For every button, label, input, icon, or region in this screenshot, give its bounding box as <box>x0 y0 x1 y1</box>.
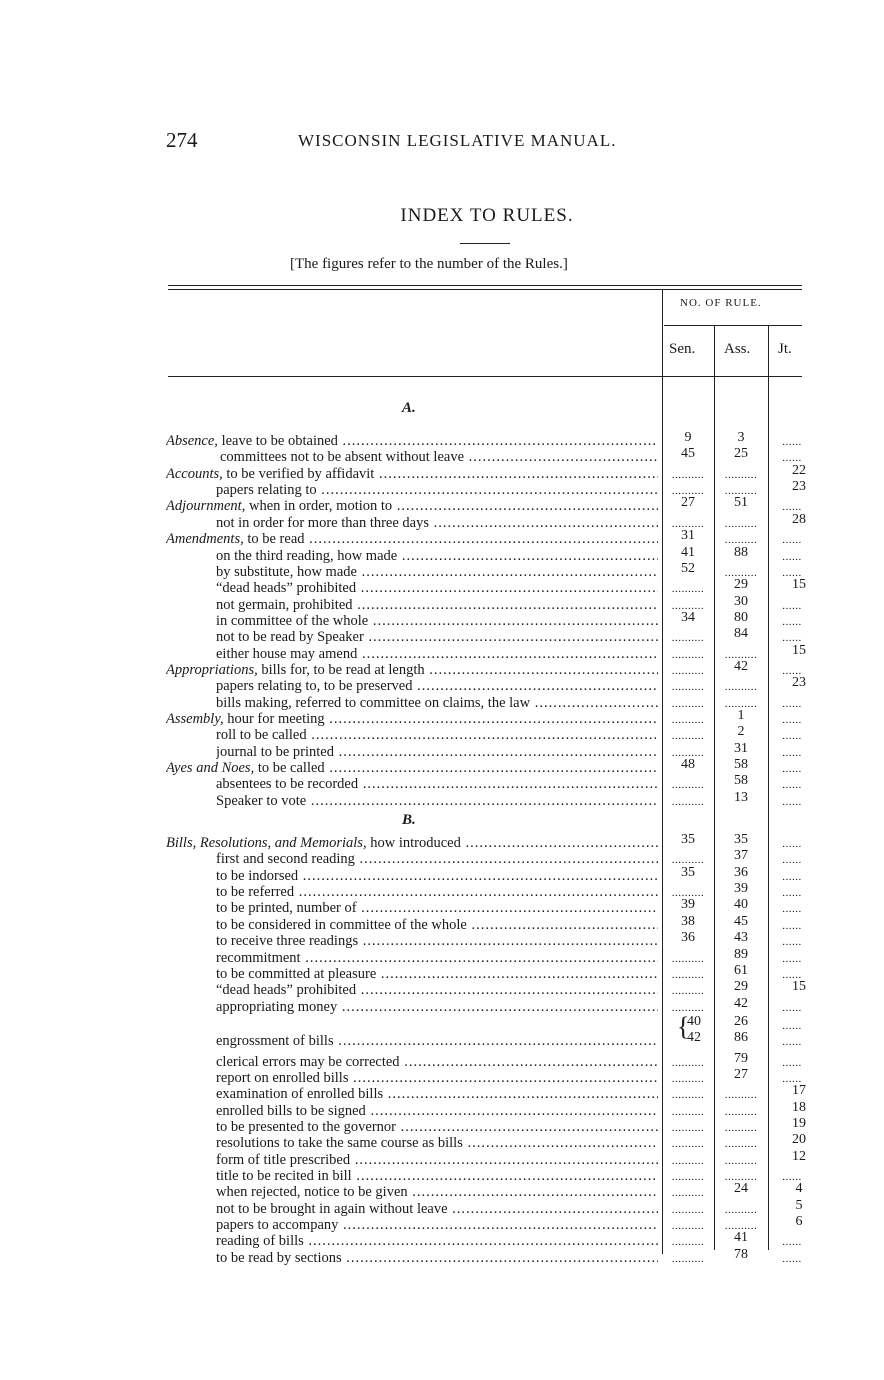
index-entry <box>0 1116 884 1136</box>
entry-keyword: Appropriations, <box>166 661 258 678</box>
entry-label <box>216 1184 658 1201</box>
column-header-jt: Jt. <box>778 341 792 357</box>
entry-label <box>216 999 658 1016</box>
entry-label <box>166 662 658 679</box>
entry-text: in committee of the whole <box>216 612 369 629</box>
entry-text: report on enrolled bills <box>216 1069 349 1086</box>
entry-text: to be verified by affidavit <box>222 465 375 482</box>
rule-number-jt: ...... <box>782 779 802 792</box>
rule-number-ass: 42 <box>734 658 748 674</box>
rule-number-ass: 39 <box>734 881 748 896</box>
rule-number-jt: ...... <box>782 501 802 514</box>
rule-number-sen: .......... <box>671 1236 705 1249</box>
rule-number-jt: ...... <box>782 664 802 677</box>
title-divider <box>460 243 510 244</box>
entry-text: to receive three readings <box>216 933 359 950</box>
index-note: [The figures refer to the number of the Rules.] <box>290 256 568 272</box>
entry-text: to be indorsed <box>216 867 299 884</box>
rule-number-ass: 36 <box>734 864 748 880</box>
section-letter: B. <box>402 812 416 828</box>
rule-number-ass: 43 <box>734 930 748 946</box>
rule-number-sen: .......... <box>671 468 705 481</box>
entry-text: recommitment <box>216 949 301 966</box>
rule-number-jt: ...... <box>782 632 802 645</box>
rule-number-jt: ...... <box>782 599 802 612</box>
rule-number-ass: 3 <box>737 430 745 445</box>
entry-label <box>216 548 658 565</box>
entry-label <box>166 466 658 483</box>
rule-number-ass: 89 <box>734 946 748 962</box>
rule-number-ass: 25 <box>734 446 748 462</box>
entry-label <box>216 868 658 885</box>
entry-label <box>216 884 658 901</box>
rule-number-jt: ...... <box>782 746 802 759</box>
rule-number-sen: .......... <box>671 583 705 596</box>
entry-text: “dead heads” prohibited <box>216 982 357 999</box>
rule-number-jt: 23 <box>792 479 806 495</box>
index-entry <box>0 1066 884 1087</box>
rule-number-sen: .......... <box>671 1001 705 1014</box>
rule-number-ass: .......... <box>724 1105 758 1118</box>
rule-number-jt: 17 <box>792 1083 806 1099</box>
rule-number-sen: .......... <box>671 485 705 498</box>
rule-number-ass: 51 <box>734 495 748 511</box>
rule-number-sen: .......... <box>671 887 705 899</box>
entry-keyword: Ayes and Noes, <box>166 760 255 776</box>
rule-number-jt: ...... <box>782 1056 802 1069</box>
entry-text: to be presented to the governor <box>216 1119 396 1135</box>
rule-number-sen: .......... <box>671 1122 705 1134</box>
entry-text: to be committed at pleasure <box>216 965 377 982</box>
entry-text: papers relating to, to be preserved <box>216 678 413 695</box>
index-entry <box>0 1197 884 1218</box>
column-header-ass: Ass. <box>724 341 751 357</box>
rule-number-sen: .......... <box>671 985 705 998</box>
section-letter: A. <box>402 400 416 416</box>
entry-text: leave to be obtained <box>217 433 338 449</box>
rule-number-jt: 15 <box>792 577 806 593</box>
rule-number-jt: ...... <box>782 550 802 563</box>
index-entry <box>0 1148 884 1169</box>
entry-text: clerical errors may be corrected <box>216 1053 400 1070</box>
index-entry <box>0 495 884 515</box>
entry-text: engrossment of bills <box>216 1033 334 1050</box>
rule-number-ass: 61 <box>734 962 748 978</box>
rule-number-sen: .......... <box>671 1252 705 1265</box>
rule-number-ass: 40 <box>734 897 748 913</box>
index-entry <box>0 462 884 483</box>
entry-label <box>166 433 658 450</box>
entry-text: enrolled bills to be signed <box>216 1102 366 1119</box>
rule-number-jt: ...... <box>782 870 802 883</box>
rule-number-ass: 1 <box>737 708 745 723</box>
entry-text: “dead heads” prohibited <box>216 580 357 597</box>
rule-number-jt: 15 <box>792 979 806 995</box>
entry-text: bills for, to be read at length <box>257 661 425 678</box>
entry-label <box>216 933 658 950</box>
rule-number-sen: 27 <box>681 495 695 511</box>
entry-label <box>166 498 658 515</box>
rule-number-ass: .......... <box>724 697 758 710</box>
entry-label <box>216 917 658 934</box>
entry-text: bills making, referred to committee on claims, the law <box>216 694 531 711</box>
entry-label <box>216 678 658 695</box>
rule-number-sen: 36 <box>681 930 695 946</box>
entry-text: first and second reading <box>216 851 355 868</box>
entry-text: when in order, motion to <box>245 498 393 515</box>
rule-number-sen: .......... <box>671 854 705 867</box>
rule-number-sen: .......... <box>671 697 705 710</box>
entry-label <box>216 1233 658 1250</box>
entry-label <box>216 482 658 499</box>
rule-number-jt: 18 <box>792 1099 806 1115</box>
entry-keyword: Assembly, <box>166 711 224 727</box>
rule-number-jt: 19 <box>792 1116 806 1131</box>
entry-label <box>216 950 658 967</box>
entry-label <box>216 900 658 917</box>
rule-number-ass: .......... <box>724 1220 758 1232</box>
entry-label <box>216 1250 658 1267</box>
entry-text: not in order for more than three days <box>216 514 429 531</box>
brace-mark: { <box>677 1012 690 1042</box>
entry-text: journal to be printed <box>216 743 334 760</box>
rule-number-jt: ...... <box>782 968 802 981</box>
rule-number-jt: ...... <box>782 903 802 916</box>
rule-number-sen: 41 <box>681 544 695 560</box>
rule-number-sen: .......... <box>671 1105 705 1118</box>
rule-number-ass: .......... <box>724 1203 758 1216</box>
group-header-rule <box>664 325 802 326</box>
entry-label <box>216 744 658 761</box>
rule-number-jt: ...... <box>782 1252 802 1265</box>
entry-label <box>216 515 658 532</box>
entry-text: committees not to be absent without leave <box>220 449 465 466</box>
rule-number-sen: .......... <box>671 779 705 792</box>
rule-number-ass: 26 <box>734 1013 748 1029</box>
index-entry <box>0 789 884 810</box>
rule-number-jt: 22 <box>792 462 806 478</box>
rule-number-sen: .......... <box>671 952 705 965</box>
rule-number-sen: .......... <box>671 1138 705 1151</box>
entry-text: to be called <box>254 760 325 776</box>
entry-label <box>216 727 658 744</box>
entry-label <box>216 1054 658 1071</box>
rule-number-sen: .......... <box>671 730 705 743</box>
rule-number-ass: .......... <box>724 534 758 547</box>
rule-number-ass: .......... <box>724 1122 758 1134</box>
table-top-rule-2 <box>168 289 802 290</box>
rule-number-ass: 41 <box>734 1230 748 1246</box>
rule-number-jt: 20 <box>792 1132 806 1148</box>
rule-number-sen: 52 <box>681 560 695 576</box>
index-entry <box>0 544 884 565</box>
rule-number-ass: 58 <box>734 757 748 772</box>
rule-number-jt: ...... <box>782 1072 802 1085</box>
rule-number-ass: 86 <box>734 1030 748 1046</box>
rule-number-ass: 29 <box>734 577 748 593</box>
entry-keyword: Absence, <box>166 433 218 449</box>
entry-keyword: Amendments, <box>166 531 244 548</box>
entry-text: either house may amend <box>216 645 358 662</box>
entry-label <box>216 982 658 999</box>
rule-number-jt: ...... <box>782 615 802 628</box>
index-entry <box>0 675 884 695</box>
rule-number-ass: .......... <box>724 681 758 694</box>
rule-number-jt: ...... <box>782 534 802 547</box>
rule-number-sen: .......... <box>671 1056 705 1069</box>
rule-number-ass: .......... <box>724 1138 758 1151</box>
rule-number-jt: ...... <box>782 697 802 710</box>
rule-number-sen: .......... <box>671 599 705 612</box>
page-number: 274 <box>166 128 198 152</box>
entry-text: when rejected, notice to be given <box>216 1184 408 1201</box>
entry-text: hour for meeting <box>223 711 325 727</box>
entry-keyword: Bills, Resolutions, and Memorials, <box>166 835 367 851</box>
no-of-rule-header: NO. OF RULE. <box>680 297 762 309</box>
entry-label <box>166 835 658 852</box>
index-entry <box>0 1181 884 1201</box>
rule-number-jt: ...... <box>782 1019 802 1032</box>
rule-number-sen: .......... <box>671 1203 705 1216</box>
entry-label <box>166 711 658 728</box>
entry-text: roll to be called <box>216 727 307 744</box>
rule-number-sen: .......... <box>671 632 705 645</box>
entry-label <box>216 1152 658 1169</box>
entry-label <box>216 851 658 868</box>
rule-number-sen: 38 <box>681 913 695 929</box>
rule-number-ass: .......... <box>724 517 758 530</box>
rule-number-sen: .......... <box>671 648 705 661</box>
rule-number-jt: ...... <box>782 763 802 775</box>
entry-label <box>216 1135 658 1152</box>
entry-label <box>216 1033 658 1050</box>
rule-number-ass: 37 <box>734 848 748 864</box>
rule-number-sen: 48 <box>681 757 695 772</box>
rule-number-sen: .......... <box>671 795 705 808</box>
entry-text: on the third reading, how made <box>216 547 398 564</box>
index-entry <box>0 1132 884 1152</box>
index-entry <box>0 1099 884 1120</box>
entry-text: not germain, prohibited <box>216 596 353 613</box>
entry-text: by substitute, how made <box>216 563 357 580</box>
rule-number-jt: ...... <box>782 730 802 743</box>
rule-number-sen: .......... <box>671 1220 705 1232</box>
rule-number-jt: ...... <box>782 714 802 726</box>
index-title: INDEX TO RULES. <box>400 205 574 226</box>
rule-number-ass: 80 <box>734 609 748 625</box>
entry-text: Speaker to vote <box>216 792 307 809</box>
entry-text: to be referred <box>216 884 295 900</box>
entry-text: papers to accompany <box>216 1217 339 1233</box>
entry-label <box>216 793 658 810</box>
rule-number-ass: 42 <box>734 995 748 1011</box>
rule-number-ass: .......... <box>724 468 758 481</box>
entry-label <box>216 1217 658 1234</box>
rule-number-sen: .......... <box>671 1072 705 1085</box>
entry-label <box>216 1086 658 1103</box>
rule-number-jt: 4 <box>795 1181 803 1197</box>
rule-number-jt: 12 <box>792 1148 806 1164</box>
index-entry <box>0 626 884 646</box>
rule-number-jt: ...... <box>782 1171 802 1183</box>
entry-label <box>216 1201 658 1218</box>
rule-number-jt: ...... <box>782 436 802 448</box>
entry-label <box>216 966 658 983</box>
rule-number-ass: 2 <box>737 724 745 740</box>
rule-number-jt: ...... <box>782 919 802 932</box>
rule-number-sen: 35 <box>681 832 695 847</box>
index-entry <box>0 1083 884 1103</box>
rule-number-sen: .......... <box>671 1187 705 1200</box>
rule-number-jt: 23 <box>792 675 806 691</box>
rule-number-ass: 78 <box>734 1246 748 1262</box>
rule-number-jt: ...... <box>782 795 802 808</box>
rule-number-sen: 45 <box>681 446 695 462</box>
rule-number-ass: 29 <box>734 979 748 995</box>
entry-label <box>216 613 658 630</box>
entry-label <box>216 1119 658 1136</box>
entry-text: to be read <box>243 531 305 548</box>
rule-number-sen: 39 <box>681 897 695 913</box>
entry-text: not to be brought in again without leave <box>216 1200 448 1217</box>
rule-number-jt: ...... <box>782 1036 802 1049</box>
rule-number-sen: 40 <box>687 1013 701 1029</box>
rule-number-ass: 13 <box>734 789 748 805</box>
index-entry <box>0 658 884 679</box>
entry-label <box>216 1017 658 1034</box>
entry-label <box>216 564 658 581</box>
index-entry <box>0 446 884 466</box>
rule-number-ass: 31 <box>734 740 748 756</box>
entry-label <box>216 1103 658 1120</box>
entry-text: absentees to be recorded <box>216 776 359 793</box>
entry-label <box>166 760 658 777</box>
entry-text: examination of enrolled bills <box>216 1086 384 1103</box>
entry-text: how introduced <box>366 835 461 851</box>
rule-number-sen: 9 <box>684 430 692 445</box>
rule-number-ass: 58 <box>734 773 748 789</box>
table-top-rule <box>168 285 802 286</box>
rule-number-sen: 35 <box>681 864 695 880</box>
rule-number-ass: 79 <box>734 1050 748 1066</box>
rule-number-jt: 28 <box>792 511 806 527</box>
rule-number-ass: 84 <box>734 626 748 642</box>
rule-number-ass: 45 <box>734 913 748 929</box>
rule-number-ass: 35 <box>734 832 748 847</box>
entry-label <box>216 1070 658 1087</box>
rule-number-ass: 27 <box>734 1066 748 1082</box>
index-entry <box>0 1246 884 1267</box>
rule-number-sen: .......... <box>671 517 705 530</box>
rule-number-ass: .......... <box>724 1089 758 1102</box>
rule-number-sen: .......... <box>671 746 705 759</box>
rule-number-jt: ...... <box>782 1001 802 1014</box>
entry-text: appropriating money <box>216 998 338 1015</box>
rule-number-ass: .......... <box>724 648 758 661</box>
rule-number-ass: .......... <box>724 566 758 579</box>
entry-label <box>216 580 658 597</box>
entry-text: form of title prescribed <box>216 1151 351 1168</box>
entry-keyword: Accounts, <box>166 465 223 482</box>
rule-number-jt: ...... <box>782 936 802 949</box>
entry-text: to be considered in committee of the whole <box>216 916 467 933</box>
rule-number-jt: ...... <box>782 566 802 579</box>
rule-number-jt: 6 <box>795 1214 803 1229</box>
rule-number-ass: 88 <box>734 544 748 560</box>
rule-number-jt: ...... <box>782 952 802 965</box>
header-bottom-rule <box>168 376 802 377</box>
rule-number-sen: .......... <box>671 1089 705 1102</box>
rule-number-ass: .......... <box>724 1171 758 1183</box>
entry-text: not to be read by Speaker <box>216 629 364 646</box>
entry-label <box>166 531 658 548</box>
rule-number-sen: 42 <box>687 1030 701 1046</box>
entry-text: to be printed, number of <box>216 900 357 917</box>
entry-label <box>220 449 658 466</box>
rule-number-sen: .......... <box>671 664 705 677</box>
index-entry <box>0 511 884 532</box>
rule-number-ass: 30 <box>734 593 748 609</box>
entry-text: papers relating to <box>216 482 317 499</box>
running-title: WISCONSIN LEGISLATIVE MANUAL. <box>298 131 617 150</box>
entry-label <box>216 695 658 712</box>
rule-number-ass: 24 <box>734 1181 748 1197</box>
rule-number-jt: ...... <box>782 452 802 465</box>
rule-number-sen: 34 <box>681 609 695 625</box>
entry-text: to be read by sections <box>216 1249 342 1266</box>
entry-label <box>216 597 658 614</box>
rule-number-jt: 5 <box>795 1197 803 1213</box>
column-header-sen: Sen. <box>669 341 696 357</box>
entry-text: resolutions to take the same course as bills <box>216 1135 463 1152</box>
entry-label <box>216 1168 658 1185</box>
rule-number-jt: ...... <box>782 854 802 867</box>
rule-number-sen: .......... <box>671 968 705 981</box>
rule-number-ass: .......... <box>724 1154 758 1167</box>
rule-number-jt: ...... <box>782 838 802 850</box>
rule-number-sen: .......... <box>671 1154 705 1167</box>
rule-number-jt: ...... <box>782 887 802 899</box>
entry-label <box>216 629 658 646</box>
rule-number-jt: ...... <box>782 1236 802 1249</box>
entry-keyword: Adjournment, <box>166 498 246 515</box>
rule-number-sen: .......... <box>671 1171 705 1183</box>
rule-number-sen: .......... <box>671 681 705 694</box>
rule-number-jt: 15 <box>792 642 806 658</box>
rule-number-ass: .......... <box>724 485 758 498</box>
page-header <box>166 128 676 158</box>
entry-text: reading of bills <box>216 1233 304 1250</box>
rule-number-sen: .......... <box>671 714 705 726</box>
entry-text: title to be recited in bill <box>216 1168 352 1184</box>
entry-label <box>216 776 658 793</box>
rule-number-sen: 31 <box>681 528 695 544</box>
entry-label <box>216 646 658 663</box>
